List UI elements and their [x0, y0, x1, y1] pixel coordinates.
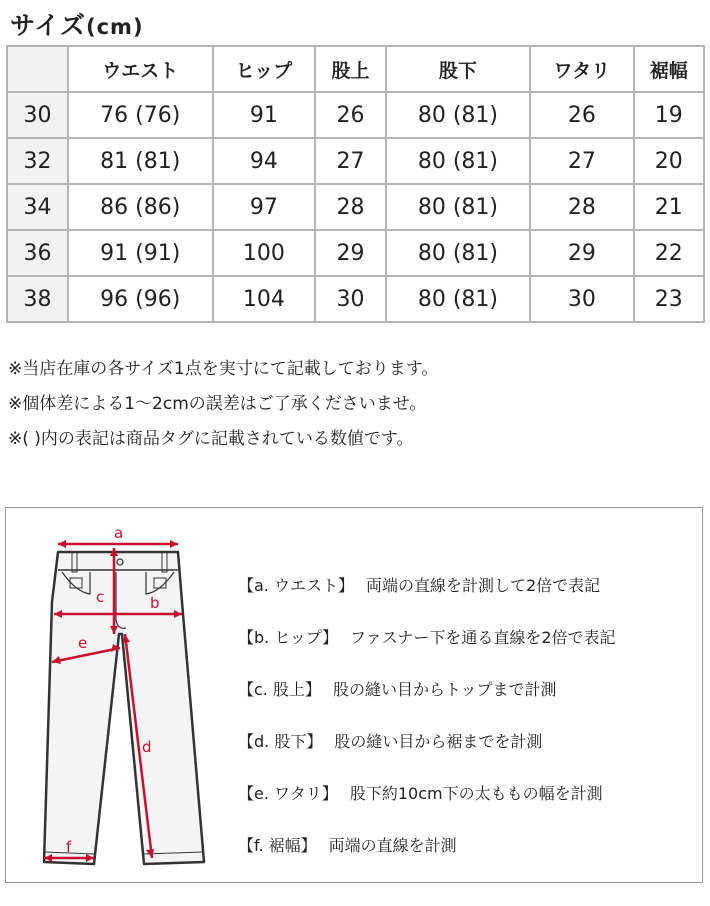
- cell-inseam: 80 (81): [386, 230, 531, 276]
- label-e: e: [78, 634, 88, 652]
- label-a: a: [114, 524, 124, 542]
- cell-thigh: 30: [530, 276, 633, 322]
- header-corner: [7, 46, 68, 92]
- cell-hip: 97: [213, 184, 316, 230]
- cell-hip: 91: [213, 92, 316, 138]
- cell-waist: 76 (76): [68, 92, 213, 138]
- label-f: f: [66, 838, 72, 856]
- cell-waist: 81 (81): [68, 138, 213, 184]
- table-header-row: [7, 46, 704, 92]
- legend-desc: 両端の直線を計測して2倍で表記: [365, 576, 601, 595]
- pants-diagram-icon: [36, 522, 206, 874]
- label-c: c: [96, 588, 105, 606]
- header-rise: 股上: [315, 46, 385, 92]
- table-row: [7, 184, 704, 230]
- cell-hip: 104: [213, 276, 316, 322]
- cell-rise: 30: [315, 276, 385, 322]
- legend-key: 【b. ヒップ】: [238, 628, 339, 647]
- legend-item: [238, 680, 616, 732]
- cell-thigh: 27: [530, 138, 633, 184]
- cell-hem: 23: [634, 276, 704, 322]
- note-line: ※個体差による1〜2cmの誤差はご了承くださいませ。: [8, 394, 427, 414]
- title-unit: (cm): [86, 15, 144, 39]
- row-size-label: 36: [7, 230, 68, 276]
- cell-inseam: 80 (81): [386, 92, 531, 138]
- row-size-label: 30: [7, 92, 68, 138]
- cell-inseam: 80 (81): [386, 184, 531, 230]
- label-d: d: [142, 738, 152, 756]
- notes: [8, 352, 438, 457]
- cell-rise: 29: [315, 230, 385, 276]
- cell-rise: 28: [315, 184, 385, 230]
- cell-thigh: 28: [530, 184, 633, 230]
- note-line: ※当店在庫の各サイズ1点を実寸にて記載しております。: [8, 359, 439, 379]
- legend-item: [238, 576, 616, 628]
- legend-item: [238, 836, 616, 888]
- header-waist: ウエスト: [68, 46, 213, 92]
- table-row: [7, 92, 704, 138]
- cell-waist: 86 (86): [68, 184, 213, 230]
- cell-inseam: 80 (81): [386, 276, 531, 322]
- row-size-label: 32: [7, 138, 68, 184]
- legend-item: [238, 628, 616, 680]
- legend-key: 【f. 裾幅】: [238, 836, 317, 855]
- cell-hem: 21: [634, 184, 704, 230]
- legend-desc: 股下約10cm下の太ももの幅を計測: [349, 784, 603, 803]
- legend-item: [238, 732, 616, 784]
- measurement-legend: [238, 576, 616, 888]
- legend-desc: 股の縫い目から裾までを計測: [334, 732, 543, 751]
- row-size-label: 38: [7, 276, 68, 322]
- cell-thigh: 29: [530, 230, 633, 276]
- note-line: ※( )内の表記は商品タグに記載されている数値です。: [8, 429, 414, 449]
- legend-desc: 両端の直線を計測: [328, 836, 457, 855]
- cell-hem: 22: [634, 230, 704, 276]
- cell-hem: 20: [634, 138, 704, 184]
- title-text: サイズ: [10, 11, 87, 40]
- cell-waist: 91 (91): [68, 230, 213, 276]
- cell-inseam: 80 (81): [386, 138, 531, 184]
- label-b: b: [150, 594, 160, 612]
- legend-key: 【a. ウエスト】: [238, 576, 354, 595]
- table-row: [7, 276, 704, 322]
- cell-hem: 19: [634, 92, 704, 138]
- cell-hip: 100: [213, 230, 316, 276]
- header-hip: ヒップ: [213, 46, 316, 92]
- measurement-guide: [5, 507, 703, 883]
- legend-item: [238, 784, 616, 836]
- header-inseam: 股下: [386, 46, 531, 92]
- legend-desc: 股の縫い目からトップまで計測: [332, 680, 557, 699]
- header-thigh: ワタリ: [530, 46, 633, 92]
- table-row: [7, 230, 704, 276]
- size-table: [6, 45, 705, 323]
- legend-desc: ファスナー下を通る直線を2倍で表記: [350, 628, 616, 647]
- header-hem: 裾幅: [634, 46, 704, 92]
- cell-hip: 94: [213, 138, 316, 184]
- cell-rise: 27: [315, 138, 385, 184]
- row-size-label: 34: [7, 184, 68, 230]
- cell-rise: 26: [315, 92, 385, 138]
- cell-waist: 96 (96): [68, 276, 213, 322]
- legend-key: 【d. 股下】: [238, 732, 323, 751]
- legend-key: 【c. 股上】: [238, 680, 321, 699]
- legend-key: 【e. ワタリ】: [238, 784, 338, 803]
- cell-thigh: 26: [530, 92, 633, 138]
- table-row: [7, 138, 704, 184]
- page-title: [10, 6, 144, 42]
